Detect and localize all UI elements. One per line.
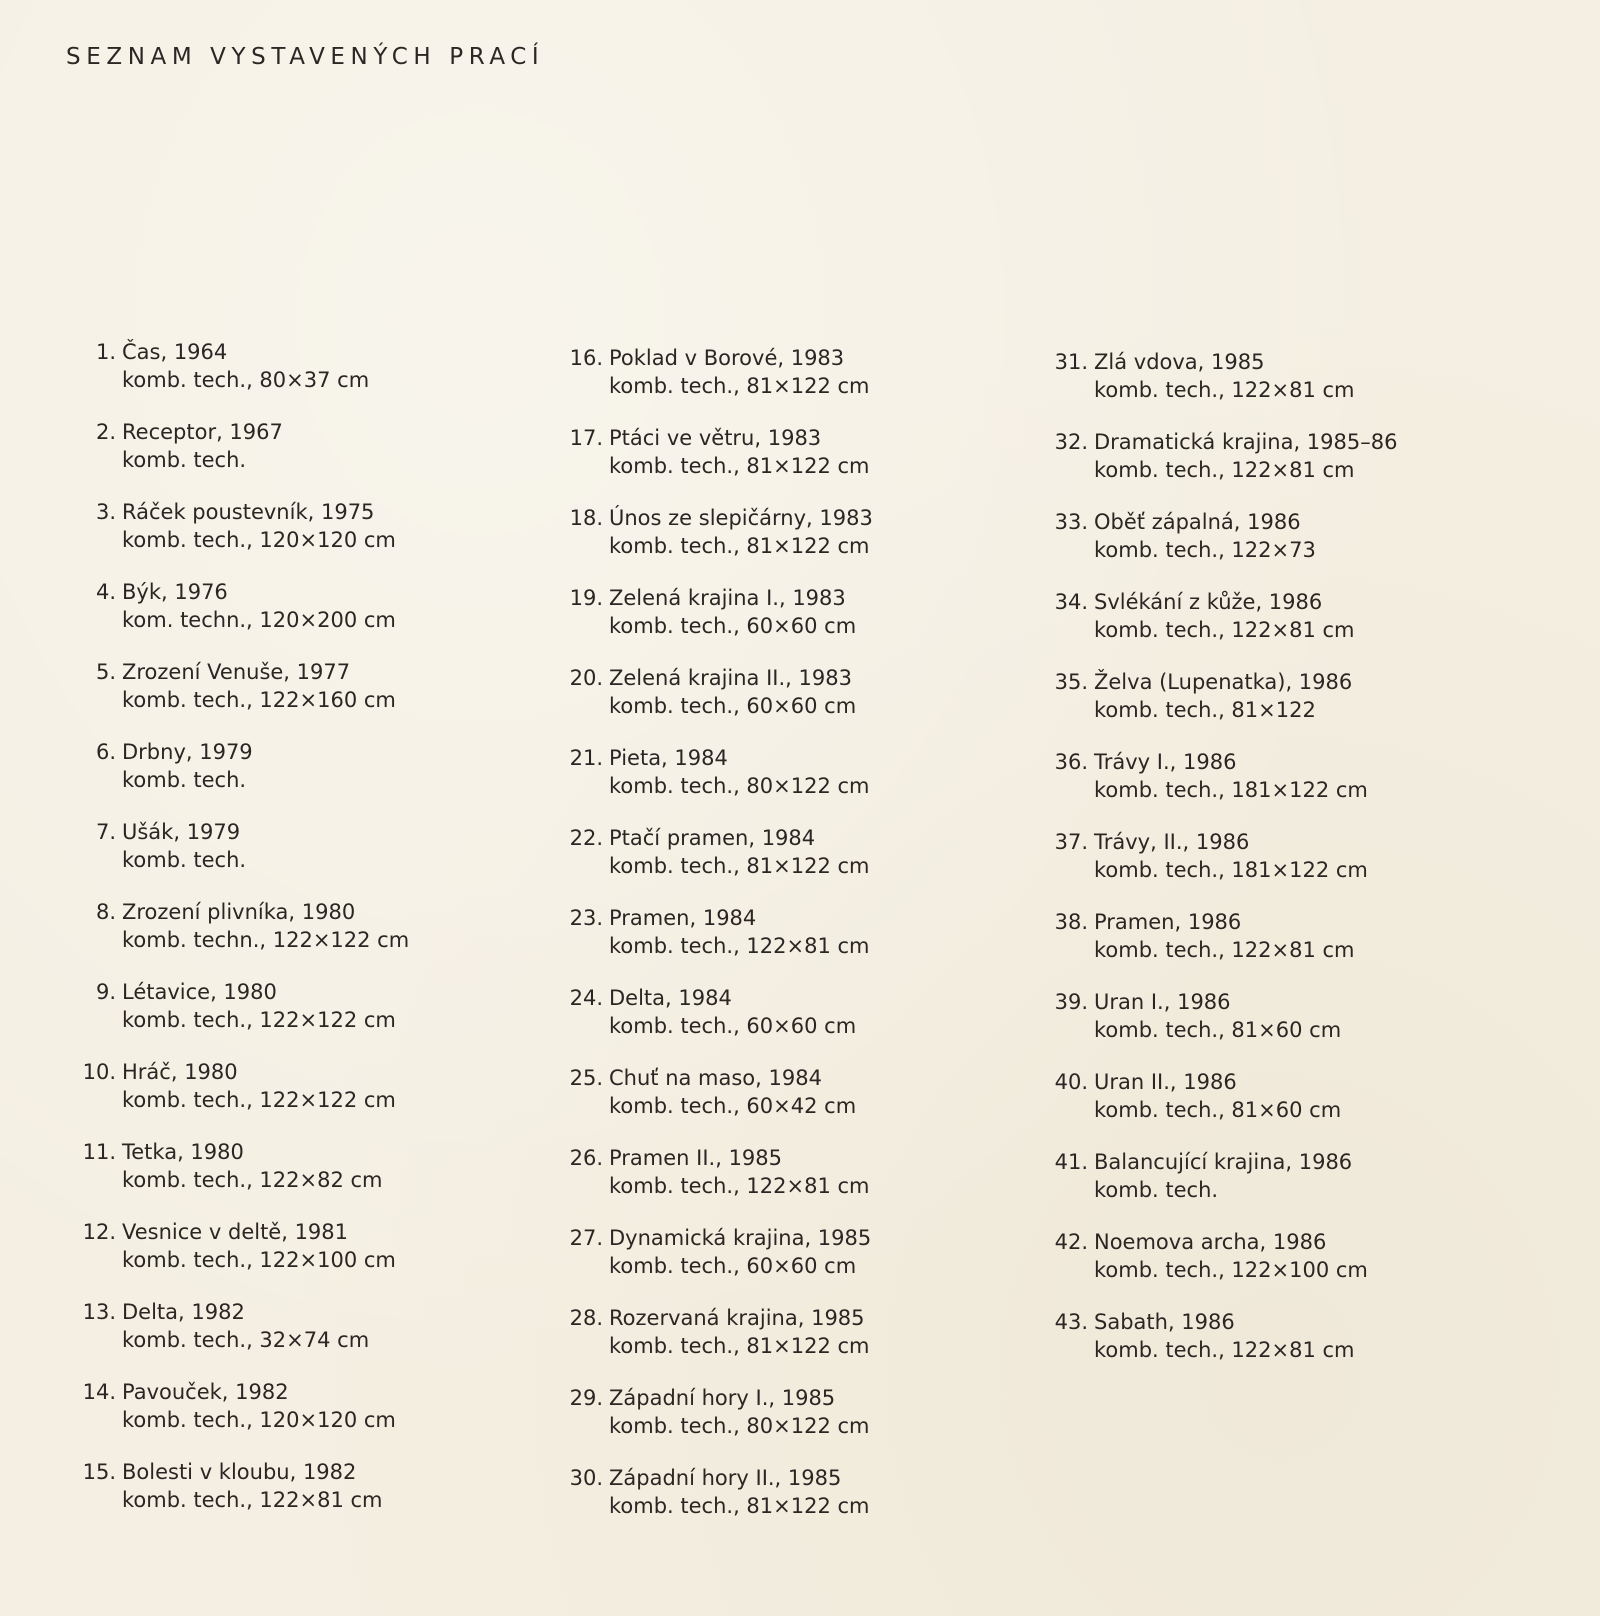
work-title: Tetka, 1980	[122, 1140, 244, 1164]
work-entry	[76, 1138, 516, 1218]
work-detail: komb. tech., 32×74 cm	[122, 1328, 370, 1352]
work-entry	[1048, 748, 1488, 828]
work-title: Ušák, 1979	[122, 820, 241, 844]
work-title: Pieta, 1984	[609, 746, 728, 770]
work-entry	[76, 1218, 516, 1298]
work-entry	[1048, 348, 1488, 428]
work-detail: komb. tech., 81×122 cm	[609, 1334, 870, 1358]
work-number: 34.	[1054, 590, 1088, 614]
work-number: 35.	[1054, 670, 1088, 694]
work-number: 18.	[569, 506, 603, 530]
work-number: 19.	[569, 586, 603, 610]
work-number: 26.	[569, 1146, 603, 1170]
work-detail: komb. tech., 81×122 cm	[609, 454, 870, 478]
work-title: Pavouček, 1982	[122, 1380, 289, 1404]
work-entry	[1048, 588, 1488, 668]
work-number: 27.	[569, 1226, 603, 1250]
work-title: Želva (Lupenatka), 1986	[1094, 670, 1353, 694]
work-detail: komb. tech., 122×81 cm	[1094, 458, 1355, 482]
work-number: 15.	[82, 1460, 116, 1484]
work-entry	[563, 1464, 1003, 1544]
work-entry	[1048, 428, 1488, 508]
work-detail: komb. tech., 120×120 cm	[122, 528, 396, 552]
work-entry	[1048, 508, 1488, 588]
work-title: Pramen II., 1985	[609, 1146, 783, 1170]
work-entry	[76, 578, 516, 658]
work-detail: kom. techn., 120×200 cm	[122, 608, 396, 632]
work-number: 17.	[569, 426, 603, 450]
work-title: Zelená krajina II., 1983	[609, 666, 852, 690]
work-number: 8.	[95, 900, 116, 924]
work-number: 21.	[569, 746, 603, 770]
work-title: Trávy, II., 1986	[1094, 830, 1250, 854]
work-detail: komb. tech., 122×160 cm	[122, 688, 396, 712]
work-entry	[1048, 1068, 1488, 1148]
work-entry	[563, 824, 1003, 904]
work-entry	[1048, 908, 1488, 988]
works-column-2	[563, 344, 1003, 1544]
work-title: Létavice, 1980	[122, 980, 277, 1004]
work-title: Pramen, 1984	[609, 906, 757, 930]
work-entry	[563, 1144, 1003, 1224]
work-title: Ptačí pramen, 1984	[609, 826, 816, 850]
work-entry	[76, 898, 516, 978]
work-entry	[76, 418, 516, 498]
work-detail: komb. tech., 81×122	[1094, 698, 1316, 722]
work-entry	[563, 664, 1003, 744]
work-detail: komb. tech., 181×122 cm	[1094, 858, 1368, 882]
work-entry	[1048, 1228, 1488, 1308]
work-title: Rozervaná krajina, 1985	[609, 1306, 865, 1330]
work-number: 20.	[569, 666, 603, 690]
work-detail: komb. tech., 60×60 cm	[609, 694, 857, 718]
works-column-3	[1048, 348, 1488, 1388]
work-title: Svlékání z kůže, 1986	[1094, 590, 1323, 614]
work-detail: komb. tech., 181×122 cm	[1094, 778, 1368, 802]
work-detail: komb. tech., 122×81 cm	[122, 1488, 383, 1512]
work-title: Západní hory I., 1985	[609, 1386, 836, 1410]
work-number: 32.	[1054, 430, 1088, 454]
work-title: Dramatická krajina, 1985–86	[1094, 430, 1398, 454]
work-number: 7.	[95, 820, 116, 844]
work-entry	[563, 1064, 1003, 1144]
work-title: Býk, 1976	[122, 580, 228, 604]
work-title: Uran II., 1986	[1094, 1070, 1237, 1094]
work-entry	[76, 338, 516, 418]
work-title: Zrození Venuše, 1977	[122, 660, 351, 684]
work-number: 6.	[95, 740, 116, 764]
work-number: 25.	[569, 1066, 603, 1090]
work-detail: komb. tech., 81×122 cm	[609, 854, 870, 878]
work-detail: komb. tech., 122×122 cm	[122, 1088, 396, 1112]
work-entry	[563, 584, 1003, 664]
work-detail: komb. tech., 60×42 cm	[609, 1094, 857, 1118]
work-number: 5.	[95, 660, 116, 684]
work-number: 2.	[95, 420, 116, 444]
work-entry	[1048, 988, 1488, 1068]
work-title: Uran I., 1986	[1094, 990, 1231, 1014]
work-number: 37.	[1054, 830, 1088, 854]
work-detail: komb. tech., 60×60 cm	[609, 1254, 857, 1278]
work-detail: komb. tech., 122×122 cm	[122, 1008, 396, 1032]
work-detail: komb. tech., 122×81 cm	[609, 1174, 870, 1198]
work-entry	[76, 1458, 516, 1538]
work-detail: komb. tech., 81×122 cm	[609, 534, 870, 558]
work-number: 39.	[1054, 990, 1088, 1014]
work-detail: komb. techn., 122×122 cm	[122, 928, 410, 952]
work-title: Dynamická krajina, 1985	[609, 1226, 872, 1250]
work-detail: komb. tech., 122×100 cm	[122, 1248, 396, 1272]
work-entry	[1048, 1308, 1488, 1388]
work-entry	[76, 1378, 516, 1458]
work-detail: komb. tech., 80×122 cm	[609, 774, 870, 798]
work-detail: komb. tech., 120×120 cm	[122, 1408, 396, 1432]
work-detail: komb. tech., 122×100 cm	[1094, 1258, 1368, 1282]
work-entry	[1048, 1148, 1488, 1228]
work-number: 12.	[82, 1220, 116, 1244]
work-entry	[563, 904, 1003, 984]
work-title: Noemova archa, 1986	[1094, 1230, 1327, 1254]
work-number: 16.	[569, 346, 603, 370]
work-detail: komb. tech., 81×60 cm	[1094, 1018, 1342, 1042]
work-detail: komb. tech., 81×122 cm	[609, 1494, 870, 1518]
work-detail: komb. tech.	[122, 768, 247, 792]
work-number: 31.	[1054, 350, 1088, 374]
work-detail: komb. tech., 60×60 cm	[609, 614, 857, 638]
work-entry	[76, 498, 516, 578]
work-title: Ráček poustevník, 1975	[122, 500, 375, 524]
work-title: Receptor, 1967	[122, 420, 283, 444]
work-title: Poklad v Borové, 1983	[609, 346, 845, 370]
work-entry	[563, 1384, 1003, 1464]
work-number: 13.	[82, 1300, 116, 1324]
work-detail: komb. tech., 122×81 cm	[1094, 1338, 1355, 1362]
work-number: 33.	[1054, 510, 1088, 534]
work-title: Zelená krajina I., 1983	[609, 586, 846, 610]
work-detail: komb. tech.	[122, 448, 247, 472]
page-title: SEZNAM VYSTAVENÝCH PRACÍ	[66, 44, 545, 70]
work-entry	[1048, 828, 1488, 908]
work-title: Sabath, 1986	[1094, 1310, 1235, 1334]
work-entry	[76, 818, 516, 898]
work-number: 23.	[569, 906, 603, 930]
work-entry	[563, 744, 1003, 824]
work-entry	[563, 424, 1003, 504]
works-column-1	[76, 338, 516, 1538]
work-entry	[76, 1058, 516, 1138]
work-detail: komb. tech., 60×60 cm	[609, 1014, 857, 1038]
work-detail: komb. tech., 80×122 cm	[609, 1414, 870, 1438]
work-title: Hráč, 1980	[122, 1060, 238, 1084]
work-title: Západní hory II., 1985	[609, 1466, 842, 1490]
work-number: 36.	[1054, 750, 1088, 774]
work-number: 11.	[82, 1140, 116, 1164]
work-detail: komb. tech., 122×73	[1094, 538, 1316, 562]
work-title: Delta, 1984	[609, 986, 732, 1010]
work-number: 28.	[569, 1306, 603, 1330]
work-detail: komb. tech., 122×81 cm	[1094, 938, 1355, 962]
work-number: 43.	[1054, 1310, 1088, 1334]
work-title: Trávy I., 1986	[1094, 750, 1237, 774]
work-number: 24.	[569, 986, 603, 1010]
work-entry	[563, 984, 1003, 1064]
work-number: 22.	[569, 826, 603, 850]
work-entry	[76, 1298, 516, 1378]
work-detail: komb. tech., 122×82 cm	[122, 1168, 383, 1192]
work-number: 4.	[95, 580, 116, 604]
work-entry	[76, 658, 516, 738]
work-title: Vesnice v deltě, 1981	[122, 1220, 349, 1244]
work-number: 42.	[1054, 1230, 1088, 1254]
work-title: Balancující krajina, 1986	[1094, 1150, 1353, 1174]
work-title: Delta, 1982	[122, 1300, 245, 1324]
work-title: Ptáci ve větru, 1983	[609, 426, 822, 450]
work-detail: komb. tech., 122×81 cm	[609, 934, 870, 958]
work-detail: komb. tech., 122×81 cm	[1094, 378, 1355, 402]
work-detail: komb. tech.	[1094, 1178, 1219, 1202]
work-number: 3.	[95, 500, 116, 524]
work-title: Bolesti v kloubu, 1982	[122, 1460, 357, 1484]
work-entry	[563, 1224, 1003, 1304]
work-entry	[1048, 668, 1488, 748]
work-number: 14.	[82, 1380, 116, 1404]
work-entry	[76, 738, 516, 818]
work-entry	[563, 1304, 1003, 1384]
work-number: 1.	[95, 340, 116, 364]
work-detail: komb. tech., 81×60 cm	[1094, 1098, 1342, 1122]
work-title: Drbny, 1979	[122, 740, 253, 764]
work-detail: komb. tech., 122×81 cm	[1094, 618, 1355, 642]
work-number: 9.	[95, 980, 116, 1004]
work-number: 30.	[569, 1466, 603, 1490]
work-title: Pramen, 1986	[1094, 910, 1242, 934]
work-title: Únos ze slepičárny, 1983	[609, 506, 873, 530]
work-title: Zlá vdova, 1985	[1094, 350, 1265, 374]
work-title: Čas, 1964	[122, 340, 228, 364]
work-number: 38.	[1054, 910, 1088, 934]
work-entry	[76, 978, 516, 1058]
work-title: Oběť zápalná, 1986	[1094, 510, 1301, 534]
work-title: Chuť na maso, 1984	[609, 1066, 822, 1090]
work-detail: komb. tech.	[122, 848, 247, 872]
work-detail: komb. tech., 80×37 cm	[122, 368, 370, 392]
work-entry	[563, 504, 1003, 584]
work-number: 40.	[1054, 1070, 1088, 1094]
work-title: Zrození plivníka, 1980	[122, 900, 356, 924]
work-detail: komb. tech., 81×122 cm	[609, 374, 870, 398]
work-number: 41.	[1054, 1150, 1088, 1174]
work-entry	[563, 344, 1003, 424]
work-number: 10.	[82, 1060, 116, 1084]
work-number: 29.	[569, 1386, 603, 1410]
